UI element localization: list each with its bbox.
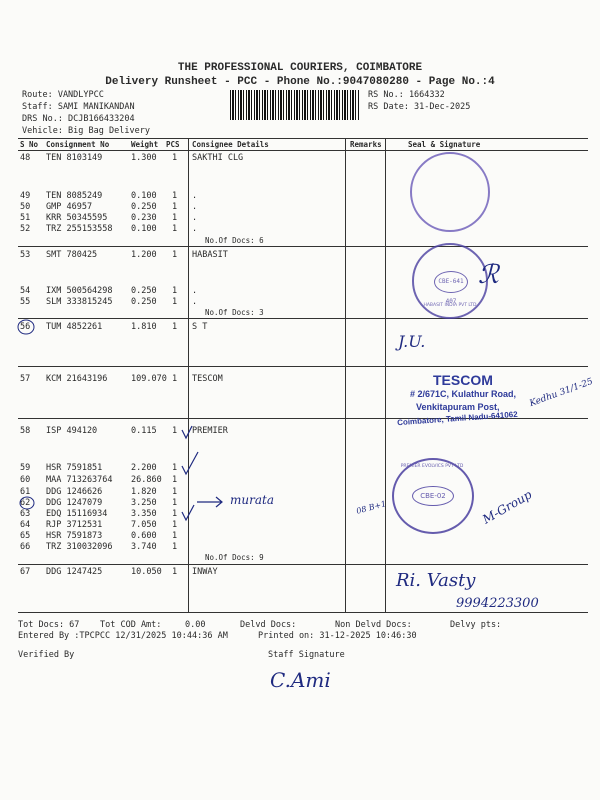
col-consignee: Consignee Details <box>192 140 269 149</box>
col-pcs: PCS <box>166 140 180 149</box>
row-weight: 0.600 <box>131 531 157 541</box>
circle-mark <box>18 320 34 334</box>
row-pcs: 1 <box>172 374 178 384</box>
check-mark <box>182 505 194 520</box>
check-mark <box>182 426 192 438</box>
row-pcs: 1 <box>172 202 178 212</box>
row-pcs: 1 <box>172 191 178 201</box>
row-pcs: 1 <box>172 520 178 530</box>
tescom-addr2: Venkitapuram Post, <box>416 402 500 412</box>
row-cno: HSR 7591873 <box>46 531 103 541</box>
row-weight: 7.050 <box>131 520 157 530</box>
row-pcs: 1 <box>172 487 178 497</box>
row-weight: 1.810 <box>131 322 157 332</box>
row-sno: 62 <box>20 498 31 508</box>
evolvics-name: PREMIER EVOLVICS PVT LTD <box>400 464 464 469</box>
row-cno: TEN 8085249 <box>46 191 103 201</box>
college-stamp <box>410 152 490 232</box>
row-pcs: 1 <box>172 322 178 332</box>
delvd-docs: Delvd Docs: <box>240 620 297 630</box>
entered-by: Entered By :TPCPCC 12/31/2025 10:44:36 AM <box>18 631 228 641</box>
row-sno: 52 <box>20 224 31 234</box>
row-cno: RJP 3712531 <box>46 520 103 530</box>
row-cno: TEN 8103149 <box>46 153 103 163</box>
row-sno: 67 <box>20 567 31 577</box>
drs-label: DRS No.: DCJB166433204 <box>22 114 135 124</box>
murata-note: murata <box>230 493 274 507</box>
row-consignee: SAKTHI CLG <box>192 153 244 163</box>
row-cno: GMP 46957 <box>46 202 93 212</box>
row-consignee: . <box>192 286 198 296</box>
printed-on: Printed on: 31-12-2025 10:46:30 <box>258 631 417 641</box>
row-pcs: 1 <box>172 297 178 307</box>
row-pcs: 1 <box>172 509 178 519</box>
row-sno: 49 <box>20 191 31 201</box>
row-consignee: . <box>192 224 198 234</box>
row-weight: 2.200 <box>131 463 157 473</box>
arrow-icon <box>197 497 222 507</box>
row-sno: 54 <box>20 286 31 296</box>
row-weight: 0.250 <box>131 286 157 296</box>
row-weight: 0.100 <box>131 191 157 201</box>
row-sno: 50 <box>20 202 31 212</box>
row-weight: 3.740 <box>131 542 157 552</box>
st-signature: J.U. <box>398 332 426 351</box>
row-cno: ISP 494120 <box>46 426 98 436</box>
row-cno: TRZ 310032096 <box>46 542 113 552</box>
row-cno: MAA 713263764 <box>46 475 113 485</box>
row-sno: 57 <box>20 374 31 384</box>
habasit-code: CBE-641 407 <box>434 271 468 293</box>
habasit-name: HABASIT INDIA PVT LTD <box>423 303 477 308</box>
row-weight: 10.050 <box>131 567 162 577</box>
col-seal: Seal & Signature <box>408 140 481 149</box>
row-sno: 64 <box>20 520 31 530</box>
rs-date: RS Date: 31-Dec-2025 <box>368 102 471 112</box>
row-weight: 26.860 <box>131 475 162 485</box>
row-pcs: 1 <box>172 498 178 508</box>
row-weight: 3.350 <box>131 509 157 519</box>
row-cno: DDG 1247079 <box>46 498 103 508</box>
row-sno: 58 <box>20 426 31 436</box>
row-pcs: 1 <box>172 213 178 223</box>
row-weight: 0.250 <box>131 202 157 212</box>
row-cno: KRR 50345595 <box>46 213 108 223</box>
row-weight: 109.070 <box>131 374 167 384</box>
row-sno: 48 <box>20 153 31 163</box>
habasit-signature-icon: ℛ <box>478 260 499 290</box>
col-weight: Weight <box>131 140 159 149</box>
row-consignee: PREMIER <box>192 426 228 436</box>
row-pcs: 1 <box>172 567 178 577</box>
row-cno: DDG 1247425 <box>46 567 103 577</box>
evolvics-stamp <box>392 458 474 534</box>
row-sno: 60 <box>20 475 31 485</box>
habasit-stamp <box>412 243 488 319</box>
row-weight: 0.100 <box>131 224 157 234</box>
tot-cod-label: Tot COD Amt: <box>100 620 162 630</box>
row-consignee: . <box>192 213 198 223</box>
non-delvd-docs: Non Delvd Docs: <box>335 620 412 630</box>
evolvics-signature: M-Group <box>480 487 535 527</box>
row-sno: 65 <box>20 531 31 541</box>
row-consignee: . <box>192 202 198 212</box>
col-consignment: Consignment No <box>46 140 110 149</box>
row-pcs: 1 <box>172 286 178 296</box>
row-sno: 51 <box>20 213 31 223</box>
company-title: THE PROFESSIONAL COURIERS, COIMBATORE <box>177 62 423 74</box>
row-pcs: 1 <box>172 224 178 234</box>
inway-signature: Ri. Vasty <box>396 570 476 591</box>
row-pcs: 1 <box>172 153 178 163</box>
tescom-signature: Kedhu 31/1-25 <box>528 376 595 410</box>
row-cno: SLM 333815245 <box>46 297 113 307</box>
phone-number: 9994223300 <box>456 596 539 611</box>
row-weight: 1.200 <box>131 250 157 260</box>
tescom-addr1: # 2/671C, Kulathur Road, <box>410 389 517 399</box>
row-cno: EDQ 15116934 <box>46 509 108 519</box>
row-pcs: 1 <box>172 463 178 473</box>
row-cno: KCM 21643196 <box>46 374 108 384</box>
runsheet-subtitle: Delivery Runsheet - PCC - Phone No.:9047080280 - Page No.:4 <box>105 76 495 88</box>
row-consignee: HABASIT <box>192 250 228 260</box>
row-weight: 0.115 <box>131 426 157 436</box>
staff-signature-label: Staff Signature <box>268 650 345 660</box>
row-pcs: 1 <box>172 426 178 436</box>
docs-count: No.Of Docs: 6 <box>205 236 264 245</box>
row-cno: IXM 500564298 <box>46 286 113 296</box>
row-consignee: INWAY <box>192 567 218 577</box>
row-pcs: 1 <box>172 475 178 485</box>
obb-note: 08 B+1 <box>355 499 388 516</box>
tescom-addr3: Coimbatore, Tamil Nadu-641062 <box>396 409 518 428</box>
row-sno: 53 <box>20 250 31 260</box>
row-cno: DDG 1246626 <box>46 487 103 497</box>
row-weight: 3.250 <box>131 498 157 508</box>
check-mark <box>182 452 198 474</box>
row-cno: TUM 4852261 <box>46 322 103 332</box>
delvy-pts: Delvy pts: <box>450 620 502 630</box>
docs-count: No.Of Docs: 3 <box>205 308 264 317</box>
staff-label: Staff: SAMI MANIKANDAN <box>22 102 135 112</box>
row-sno: 63 <box>20 509 31 519</box>
row-sno: 61 <box>20 487 31 497</box>
row-sno: 55 <box>20 297 31 307</box>
row-sno: 56 <box>20 322 31 332</box>
docs-count: No.Of Docs: 9 <box>205 553 264 562</box>
circle-mark <box>20 497 34 509</box>
row-weight: 0.250 <box>131 297 157 307</box>
row-cno: HSR 7591851 <box>46 463 103 473</box>
vehicle-label: Vehicle: Big Bag Delivery <box>22 126 150 136</box>
col-sno: S No <box>20 140 39 149</box>
row-weight: 1.820 <box>131 487 157 497</box>
tot-cod-value: 0.00 <box>185 620 206 630</box>
row-consignee: . <box>192 297 198 307</box>
row-weight: 1.300 <box>131 153 157 163</box>
row-pcs: 1 <box>172 531 178 541</box>
col-remarks: Remarks <box>350 140 382 149</box>
verified-by: Verified By <box>18 650 75 660</box>
row-consignee: S T <box>192 322 208 332</box>
rs-no: RS No.: 1664332 <box>368 90 445 100</box>
row-sno: 59 <box>20 463 31 473</box>
tot-docs: Tot Docs: 67 <box>18 620 80 630</box>
row-consignee: TESCOM <box>192 374 223 384</box>
tescom-name: TESCOM <box>433 372 493 388</box>
route-label: Route: VANDLYPCC <box>22 90 104 100</box>
row-cno: TRZ 255153558 <box>46 224 113 234</box>
staff-signature: C.Ami <box>270 668 331 692</box>
row-consignee: . <box>192 191 198 201</box>
evolvics-code: CBE-02 <box>412 486 454 506</box>
row-sno: 66 <box>20 542 31 552</box>
row-weight: 0.230 <box>131 213 157 223</box>
row-cno: SMT 780425 <box>46 250 98 260</box>
row-pcs: 1 <box>172 250 178 260</box>
row-pcs: 1 <box>172 542 178 552</box>
